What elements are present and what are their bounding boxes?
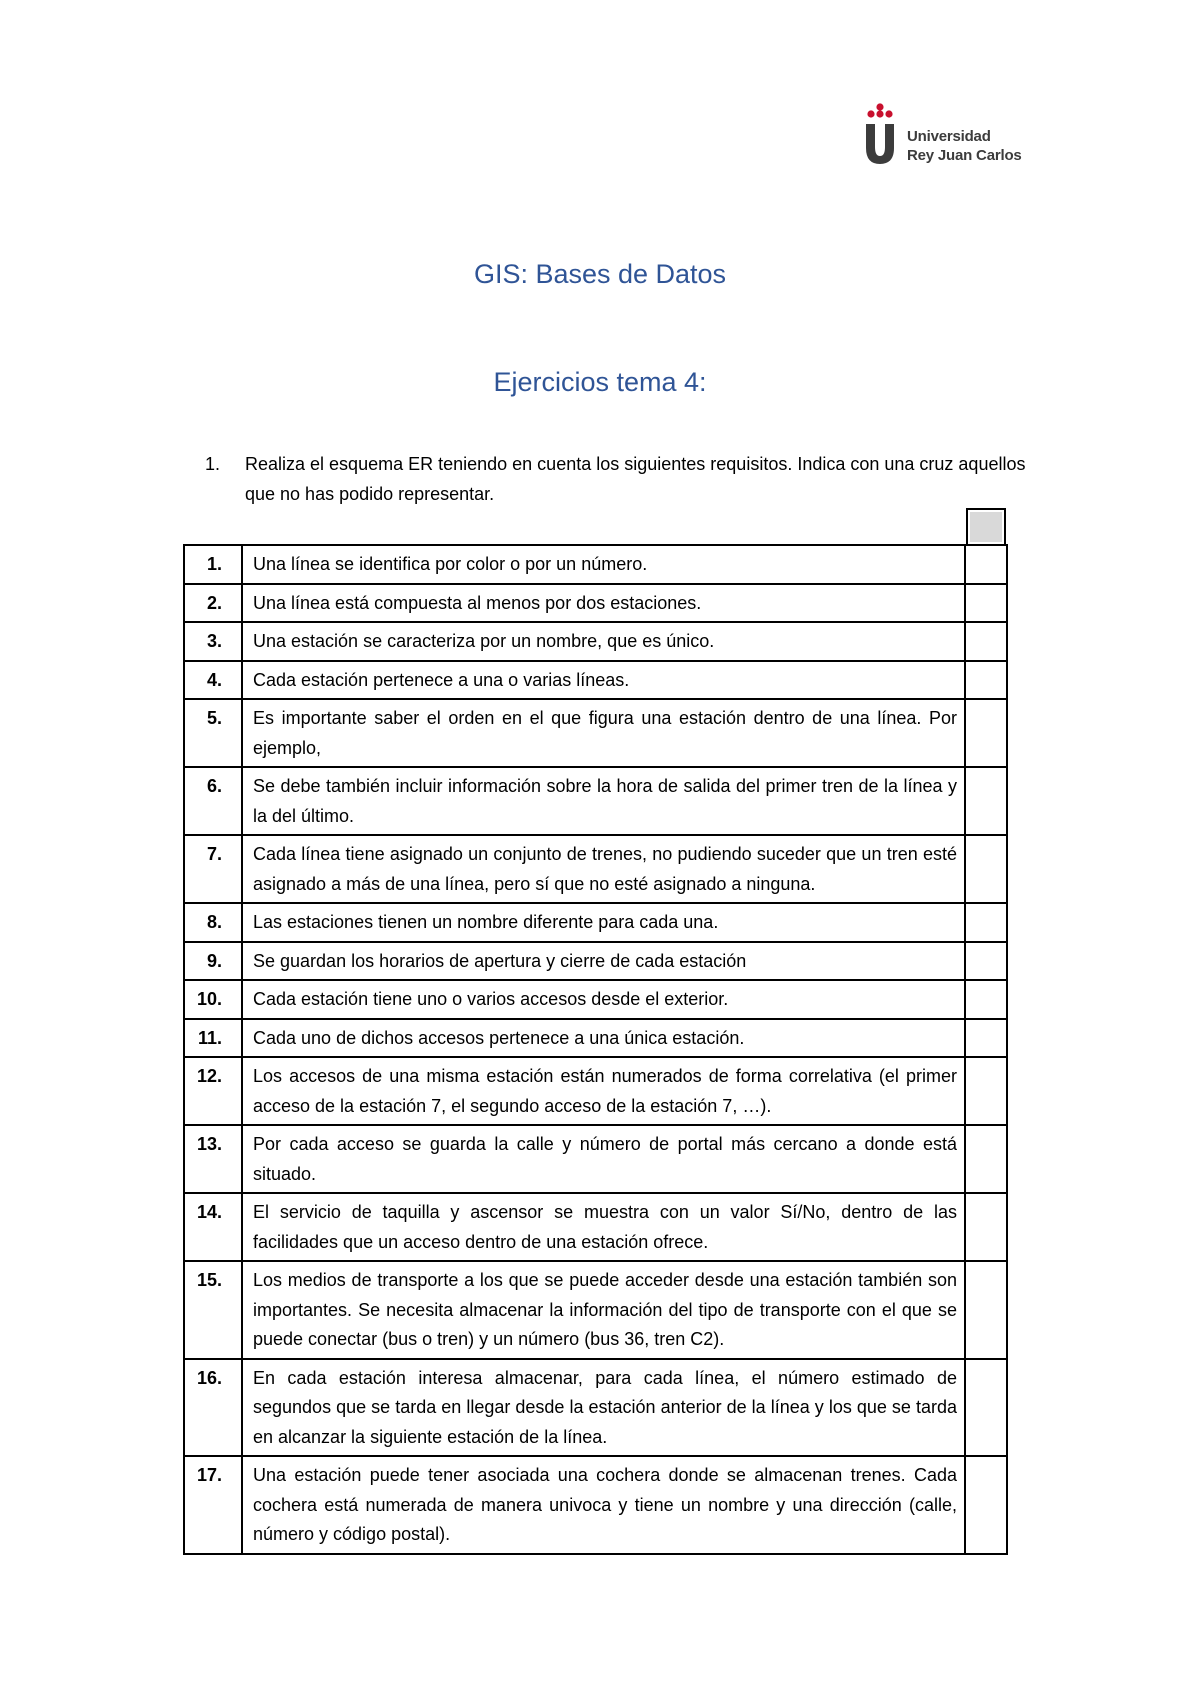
table-row bbox=[184, 699, 1007, 767]
requirement-checkbox-cell[interactable] bbox=[965, 1359, 1007, 1457]
logo-line-1: Universidad bbox=[907, 128, 991, 145]
requirement-text: Cada uno de dichos accesos pertenece a una única estación. bbox=[242, 1019, 965, 1058]
requirement-text: Los accesos de una misma estación están numerados de forma correlativa (el primer acceso de la estación 7, el segundo acceso de la estación 7, …). bbox=[242, 1057, 965, 1125]
requirement-checkbox-cell[interactable] bbox=[965, 1019, 1007, 1058]
table-row bbox=[184, 767, 1007, 835]
requirement-checkbox-cell[interactable] bbox=[965, 622, 1007, 661]
requirement-number: 15. bbox=[184, 1261, 242, 1359]
requirements-table bbox=[183, 544, 1008, 1555]
requirement-number: 8. bbox=[184, 903, 242, 942]
requirement-checkbox-cell[interactable] bbox=[965, 1057, 1007, 1125]
requirement-number: 14. bbox=[184, 1193, 242, 1261]
requirement-number: 9. bbox=[184, 942, 242, 981]
table-row bbox=[184, 545, 1007, 584]
requirement-text: Cada línea tiene asignado un conjunto de trenes, no pudiendo suceder que un tren esté asignado a más de una línea, pero sí que no esté asignado a ninguna. bbox=[242, 835, 965, 903]
requirement-number: 5. bbox=[184, 699, 242, 767]
requirement-checkbox-cell[interactable] bbox=[965, 699, 1007, 767]
requirement-text: Una estación puede tener asociada una cochera donde se almacenan trenes. Cada cochera está numerada de manera univoca y tiene un nombre y una dirección (calle, número y código postal). bbox=[242, 1456, 965, 1554]
requirement-text: Se guardan los horarios de apertura y cierre de cada estación bbox=[242, 942, 965, 981]
checkbox-column-header bbox=[966, 508, 1006, 544]
requirement-checkbox-cell[interactable] bbox=[965, 1456, 1007, 1554]
table-row bbox=[184, 584, 1007, 623]
table-row bbox=[184, 1125, 1007, 1193]
requirement-number: 10. bbox=[184, 980, 242, 1019]
requirement-text: Se debe también incluir información sobre la hora de salida del primer tren de la línea y la del último. bbox=[242, 767, 965, 835]
logo-line-2: Rey Juan Carlos bbox=[907, 147, 1022, 164]
requirement-text: En cada estación interesa almacenar, para cada línea, el número estimado de segundos que se tarda en llegar desde la estación anterior de la línea y los que se tarda en alcanzar la siguiente estación de la línea. bbox=[242, 1359, 965, 1457]
requirement-checkbox-cell[interactable] bbox=[965, 1261, 1007, 1359]
requirement-checkbox-cell[interactable] bbox=[965, 980, 1007, 1019]
requirement-text: Las estaciones tienen un nombre diferente para cada una. bbox=[242, 903, 965, 942]
requirement-text: Cada estación pertenece a una o varias líneas. bbox=[242, 661, 965, 700]
table-row bbox=[184, 1057, 1007, 1125]
table-row bbox=[184, 1019, 1007, 1058]
requirement-number: 6. bbox=[184, 767, 242, 835]
university-logo-text bbox=[907, 127, 1022, 165]
requirement-number: 4. bbox=[184, 661, 242, 700]
document-title: GIS: Bases de Datos bbox=[473, 259, 727, 289]
requirement-checkbox-cell[interactable] bbox=[965, 545, 1007, 584]
table-row bbox=[184, 1261, 1007, 1359]
requirement-checkbox-cell[interactable] bbox=[965, 835, 1007, 903]
requirement-text: Una línea se identifica por color o por un número. bbox=[242, 545, 965, 584]
requirement-checkbox-cell[interactable] bbox=[965, 903, 1007, 942]
table-row bbox=[184, 903, 1007, 942]
table-row bbox=[184, 980, 1007, 1019]
requirement-checkbox-cell[interactable] bbox=[965, 767, 1007, 835]
university-logo bbox=[862, 103, 1022, 165]
requirement-checkbox-cell[interactable] bbox=[965, 661, 1007, 700]
requirement-number: 17. bbox=[184, 1456, 242, 1554]
requirement-text: Una línea está compuesta al menos por dos estaciones. bbox=[242, 584, 965, 623]
requirement-checkbox-cell[interactable] bbox=[965, 584, 1007, 623]
table-row bbox=[184, 835, 1007, 903]
requirement-number: 12. bbox=[184, 1057, 242, 1125]
exercise-text: Realiza el esquema ER teniendo en cuenta los siguientes requisitos. Indica con una cruz aquellos que no has podido representar. bbox=[245, 454, 1026, 504]
requirement-number: 2. bbox=[184, 584, 242, 623]
table-row bbox=[184, 1359, 1007, 1457]
requirement-text: Los medios de transporte a los que se puede acceder desde una estación también son importantes. Se necesita almacenar la información del tipo de transporte con el que se puede conectar (bus o tren) y un número (bus 36, tren C2). bbox=[242, 1261, 965, 1359]
requirement-number: 11. bbox=[184, 1019, 242, 1058]
table-row bbox=[184, 1193, 1007, 1261]
requirement-number: 3. bbox=[184, 622, 242, 661]
requirement-number: 13. bbox=[184, 1125, 242, 1193]
requirement-number: 7. bbox=[184, 835, 242, 903]
requirement-checkbox-cell[interactable] bbox=[965, 942, 1007, 981]
requirement-text: Una estación se caracteriza por un nombre, que es único. bbox=[242, 622, 965, 661]
document-subtitle: Ejercicios tema 4: bbox=[493, 367, 707, 397]
requirement-text: Cada estación tiene uno o varios accesos desde el exterior. bbox=[242, 980, 965, 1019]
requirement-number: 16. bbox=[184, 1359, 242, 1457]
table-row bbox=[184, 622, 1007, 661]
requirement-text: El servicio de taquilla y ascensor se muestra con un valor Sí/No, dentro de las facilidades que un acceso dentro de una estación ofrece. bbox=[242, 1193, 965, 1261]
requirement-number: 1. bbox=[184, 545, 242, 584]
table-row bbox=[184, 1456, 1007, 1554]
table-row bbox=[184, 942, 1007, 981]
exercise-number: 1. bbox=[205, 454, 221, 474]
table-row bbox=[184, 661, 1007, 700]
requirement-text: Por cada acceso se guarda la calle y número de portal más cercano a donde está situado. bbox=[242, 1125, 965, 1193]
requirement-text: Es importante saber el orden en el que figura una estación dentro de una línea. Por ejemplo, bbox=[242, 699, 965, 767]
requirement-checkbox-cell[interactable] bbox=[965, 1125, 1007, 1193]
requirement-checkbox-cell[interactable] bbox=[965, 1193, 1007, 1261]
university-logo-icon bbox=[862, 103, 898, 165]
